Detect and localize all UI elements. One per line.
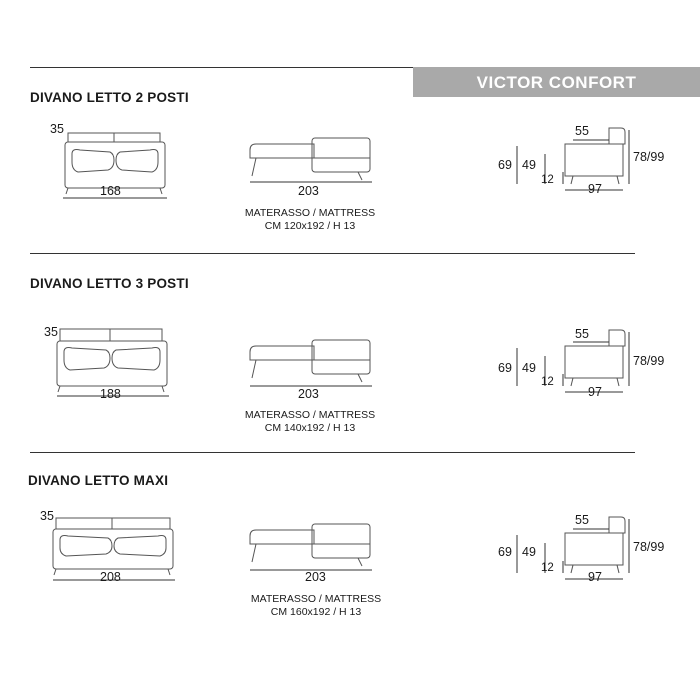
side-back-heights: 78/99 xyxy=(633,540,665,554)
side-back-heights: 78/99 xyxy=(633,150,665,164)
side-depth: 97 xyxy=(588,182,602,196)
sofa-bed-open-view xyxy=(246,136,376,184)
side-height-total: 69 xyxy=(498,361,512,375)
side-leg-height: 12 xyxy=(541,376,554,388)
section-title-maxi: DIVANO LETTO MAXI xyxy=(28,473,169,488)
front-width: 208 xyxy=(100,570,121,584)
mattress-info xyxy=(230,207,390,233)
mattress-info xyxy=(230,409,390,435)
side-leg-height: 12 xyxy=(541,562,554,574)
side-seat-depth: 55 xyxy=(575,327,589,341)
front-top-depth: 35 xyxy=(44,325,58,339)
mattress-label: MATERASSO / MATTRESS xyxy=(244,409,376,421)
mattress-size: CM 160x192 / H 13 xyxy=(270,606,362,618)
side-leg-height: 12 xyxy=(541,174,554,186)
side-seat-height: 49 xyxy=(522,545,536,559)
section-title-2-posti: DIVANO LETTO 2 POSTI xyxy=(30,90,189,105)
mattress-label: MATERASSO / MATTRESS xyxy=(244,207,376,219)
side-depth: 97 xyxy=(588,570,602,584)
side-height-total: 69 xyxy=(498,545,512,559)
mattress-info xyxy=(236,593,396,619)
side-seat-depth: 55 xyxy=(575,513,589,527)
mattress-size: CM 140x192 / H 13 xyxy=(264,422,356,434)
section-title-3-posti: DIVANO LETTO 3 POSTI xyxy=(30,276,189,291)
bed-open-length: 203 xyxy=(298,387,319,401)
brand-bar xyxy=(413,67,700,97)
side-back-heights: 78/99 xyxy=(633,354,665,368)
sofa-side-view xyxy=(495,118,645,198)
side-seat-depth: 55 xyxy=(575,124,589,138)
bed-open-length: 203 xyxy=(305,570,326,584)
section-divider xyxy=(30,253,635,254)
bed-open-length: 203 xyxy=(298,184,319,198)
section-divider xyxy=(30,452,635,453)
side-height-total: 69 xyxy=(498,158,512,172)
sofa-bed-open-view xyxy=(246,522,376,572)
side-seat-height: 49 xyxy=(522,158,536,172)
side-depth: 97 xyxy=(588,385,602,399)
front-width: 188 xyxy=(100,387,121,401)
mattress-size: CM 120x192 / H 13 xyxy=(264,220,356,232)
top-divider xyxy=(30,67,413,68)
front-top-depth: 35 xyxy=(50,122,64,136)
side-seat-height: 49 xyxy=(522,361,536,375)
sofa-side-view xyxy=(495,320,645,400)
sofa-side-view xyxy=(495,507,645,587)
front-top-depth: 35 xyxy=(40,509,54,523)
front-width: 168 xyxy=(100,184,121,198)
brand-title: VICTOR CONFORT xyxy=(476,73,637,92)
mattress-label: MATERASSO / MATTRESS xyxy=(250,593,382,605)
sofa-bed-open-view xyxy=(246,338,376,388)
